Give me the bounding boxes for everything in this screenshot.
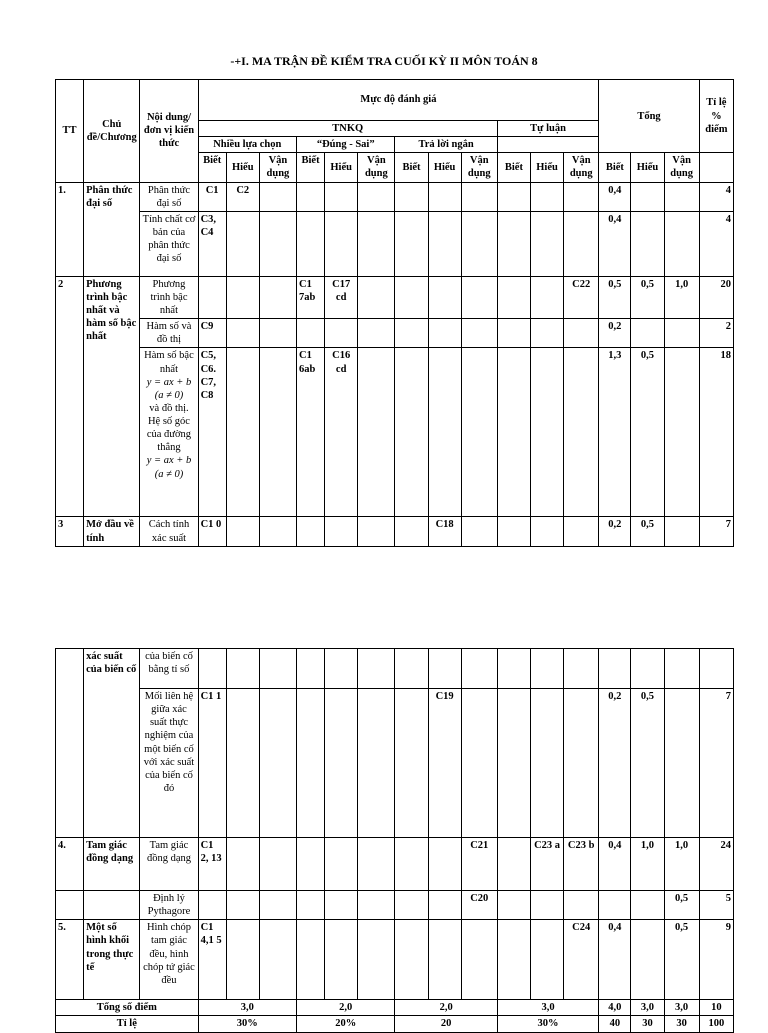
cell: 3,0 — [198, 1000, 296, 1016]
empty-cell — [325, 689, 358, 838]
header-understand: Hiểu — [428, 153, 461, 182]
formula-condition: (a ≠ 0) — [154, 389, 184, 401]
document-title: -+I. MA TRẬN ĐỀ KIỂM TRA CUỐI KỲ II MÔN TOÁN 8 — [230, 54, 538, 68]
header-understand: Hiểu — [530, 153, 563, 182]
header-blank — [699, 153, 733, 182]
empty-cell — [226, 517, 259, 546]
cell: 18 — [699, 348, 733, 517]
empty-cell — [428, 211, 461, 276]
empty-cell — [461, 276, 497, 318]
header-assessment-level: Mực độ đánh giá — [198, 80, 599, 121]
cell: 0,2 — [599, 319, 631, 348]
empty-cell — [325, 211, 358, 276]
header-know: Biết — [497, 153, 530, 182]
content-cell: Hình chóp tam giác đều, hình chóp tứ giác đều — [140, 920, 198, 1000]
cell: C1 2, 13 — [198, 838, 226, 891]
empty-cell — [259, 319, 296, 348]
empty-cell — [461, 517, 497, 546]
topic-cell: Phân thức đại số — [84, 182, 140, 276]
topic-cell: Mở đầu về tính — [84, 517, 140, 546]
empty-cell — [631, 182, 664, 211]
empty-cell — [428, 276, 461, 318]
empty-cell — [358, 689, 395, 838]
empty-cell — [664, 211, 699, 276]
empty-cell — [461, 319, 497, 348]
header-topic: Chủ đề/Chương — [84, 80, 140, 183]
row-number: 3 — [56, 517, 84, 546]
cell: C23 b — [564, 838, 599, 891]
empty-cell — [395, 211, 428, 276]
empty-cell — [358, 276, 395, 318]
empty-cell — [297, 517, 325, 546]
cell: 0,5 — [631, 689, 664, 838]
cell: 0,2 — [599, 517, 631, 546]
empty-cell — [461, 182, 497, 211]
header-apply: Vận dụng — [358, 153, 395, 182]
cell: 3,0 — [664, 1000, 699, 1016]
empty-cell — [564, 211, 599, 276]
totals-label: Tổng số điểm — [56, 1000, 199, 1016]
cell: 100 — [699, 1016, 733, 1032]
cell: C1 4,1 5 — [198, 920, 226, 1000]
cell: 0,5 — [664, 891, 699, 920]
formula: y = ax + b — [146, 455, 192, 467]
cell: 0,4 — [599, 920, 631, 1000]
empty-cell — [198, 649, 226, 689]
empty-cell — [395, 517, 428, 546]
empty-cell — [325, 182, 358, 211]
content-cell: Tính chất cơ bản của phân thức đại số — [140, 211, 198, 276]
cell: C1 — [198, 182, 226, 211]
header-content: Nội dung/đơn vị kiến thức — [140, 80, 198, 183]
empty-cell — [530, 276, 563, 318]
empty-cell — [325, 517, 358, 546]
empty-cell — [530, 182, 563, 211]
header-tt: TT — [56, 80, 84, 183]
ratio-label: Tỉ lệ — [56, 1016, 199, 1032]
empty-cell — [664, 517, 699, 546]
cell: 1,3 — [599, 348, 631, 517]
cell: C1 7ab — [297, 276, 325, 318]
empty-cell — [599, 891, 631, 920]
empty-cell — [428, 891, 461, 920]
content-cell — [140, 348, 198, 517]
cell: C20 — [461, 891, 497, 920]
cell: 0,5 — [631, 348, 664, 517]
empty-cell — [497, 891, 530, 920]
empty-cell — [395, 689, 428, 838]
header-multiple-choice: Nhiều lựa chọn — [198, 137, 296, 153]
cell: 3,0 — [631, 1000, 664, 1016]
cell: 3,0 — [497, 1000, 598, 1016]
cell: 5 — [699, 891, 733, 920]
empty-cell — [226, 211, 259, 276]
empty-cell — [56, 891, 84, 920]
row-number: 1. — [56, 182, 84, 276]
empty-cell — [226, 920, 259, 1000]
empty-cell — [259, 182, 296, 211]
empty-cell — [259, 838, 296, 891]
table-row — [56, 649, 734, 689]
cell: 20% — [297, 1016, 395, 1032]
cell: 4 — [699, 182, 733, 211]
empty-cell — [664, 649, 699, 689]
header-apply: Vận dụng — [259, 153, 296, 182]
empty-cell — [631, 211, 664, 276]
empty-cell — [226, 689, 259, 838]
empty-cell — [395, 348, 428, 517]
empty-cell — [259, 649, 296, 689]
empty-cell — [461, 920, 497, 1000]
empty-cell — [428, 649, 461, 689]
cell: C2 — [226, 182, 259, 211]
content-cell: Cách tính xác suất — [140, 517, 198, 546]
header-essay-blank — [497, 137, 598, 153]
empty-cell — [530, 920, 563, 1000]
cell: 9 — [699, 920, 733, 1000]
totals-row — [56, 1000, 734, 1016]
matrix-table-part-1 — [55, 79, 734, 547]
empty-cell — [297, 838, 325, 891]
content-cell: Mối liên hệ giữa xác suất thực nghiệm của một biến cố với xác suất của biến cố đó — [140, 689, 198, 838]
empty-cell — [664, 348, 699, 517]
empty-cell — [395, 182, 428, 211]
empty-cell — [297, 649, 325, 689]
cell: 24 — [699, 838, 733, 891]
empty-cell — [530, 319, 563, 348]
cell: 30% — [198, 1016, 296, 1032]
cell: 20 — [395, 1016, 497, 1032]
empty-cell — [631, 649, 664, 689]
cell: 2,0 — [297, 1000, 395, 1016]
empty-cell — [259, 276, 296, 318]
cell: 0,4 — [599, 182, 631, 211]
cell: C1 6ab — [297, 348, 325, 517]
cell: C1 1 — [198, 689, 226, 838]
empty-cell — [497, 211, 530, 276]
empty-cell — [226, 838, 259, 891]
cell: 7 — [699, 689, 733, 838]
empty-cell — [259, 891, 296, 920]
empty-cell — [497, 649, 530, 689]
content-cell: Tam giác đồng dạng — [140, 838, 198, 891]
empty-cell — [198, 891, 226, 920]
table-row — [56, 838, 734, 891]
topic-cell: Tam giác đồng dạng — [84, 838, 140, 891]
empty-cell — [428, 319, 461, 348]
cell: 0,5 — [599, 276, 631, 318]
cell: C3, C4 — [198, 211, 226, 276]
empty-cell — [497, 182, 530, 211]
empty-cell — [564, 319, 599, 348]
empty-cell — [358, 920, 395, 1000]
empty-cell — [325, 891, 358, 920]
empty-cell — [461, 211, 497, 276]
content-cell: Hàm số và đồ thị — [140, 319, 198, 348]
empty-cell — [259, 211, 296, 276]
empty-cell — [84, 891, 140, 920]
empty-cell — [497, 838, 530, 891]
table-row — [56, 276, 734, 318]
empty-cell — [664, 689, 699, 838]
cell: C21 — [461, 838, 497, 891]
empty-cell — [297, 891, 325, 920]
matrix-table-part-2 — [55, 648, 734, 1033]
content-cell: Phân thức đại số — [140, 182, 198, 211]
empty-cell — [395, 319, 428, 348]
header-know: Biết — [198, 153, 226, 182]
table-row — [56, 182, 734, 211]
header-know: Biết — [395, 153, 428, 182]
header-essay: Tự luận — [497, 121, 598, 137]
empty-cell — [395, 891, 428, 920]
table-row — [56, 348, 734, 517]
empty-cell — [358, 838, 395, 891]
cell: 0,5 — [664, 920, 699, 1000]
empty-cell — [325, 649, 358, 689]
cell: 0,4 — [599, 838, 631, 891]
empty-cell — [358, 517, 395, 546]
cell: 4,0 — [599, 1000, 631, 1016]
row-number: 4. — [56, 838, 84, 891]
empty-cell — [325, 319, 358, 348]
header-apply: Vận dụng — [564, 153, 599, 182]
empty-cell — [226, 319, 259, 348]
cell: 1,0 — [664, 276, 699, 318]
content-text: và đồ thị. Hệ số góc của đường thẳng — [146, 402, 192, 454]
empty-cell — [395, 838, 428, 891]
empty-cell — [297, 211, 325, 276]
empty-cell — [358, 891, 395, 920]
cell: 30 — [631, 1016, 664, 1032]
cell: 0,5 — [631, 276, 664, 318]
content-cell: Phương trình bậc nhất — [140, 276, 198, 318]
cell: C16 cd — [325, 348, 358, 517]
empty-cell — [530, 517, 563, 546]
empty-cell — [664, 319, 699, 348]
empty-cell — [395, 920, 428, 1000]
empty-cell — [226, 348, 259, 517]
topic-cell: Phương trình bậc nhất và hàm số bậc nhất — [84, 276, 140, 517]
empty-cell — [297, 920, 325, 1000]
cell: 4 — [699, 211, 733, 276]
empty-cell — [497, 920, 530, 1000]
empty-cell — [358, 649, 395, 689]
empty-cell — [226, 891, 259, 920]
cell: 2 — [699, 319, 733, 348]
empty-cell — [664, 182, 699, 211]
table-row — [56, 689, 734, 838]
empty-cell — [428, 182, 461, 211]
empty-cell — [325, 920, 358, 1000]
cell: C18 — [428, 517, 461, 546]
empty-cell — [564, 649, 599, 689]
empty-cell — [631, 920, 664, 1000]
formula-condition: (a ≠ 0) — [154, 468, 184, 480]
empty-cell — [56, 649, 84, 838]
cell: C19 — [428, 689, 461, 838]
empty-cell — [358, 319, 395, 348]
cell: 0,2 — [599, 689, 631, 838]
empty-cell — [226, 276, 259, 318]
empty-cell — [497, 319, 530, 348]
empty-cell — [297, 689, 325, 838]
cell: 10 — [699, 1000, 733, 1016]
empty-cell — [428, 920, 461, 1000]
empty-cell — [259, 517, 296, 546]
empty-cell — [530, 689, 563, 838]
cell: 1,0 — [631, 838, 664, 891]
empty-cell — [226, 649, 259, 689]
content-cell: Định lý Pythagore — [140, 891, 198, 920]
header-short-answer: Trả lời ngắn — [395, 137, 497, 153]
formula: y = ax + b — [146, 376, 192, 388]
header-apply: Vận dụng — [664, 153, 699, 182]
empty-cell — [530, 891, 563, 920]
empty-cell — [461, 649, 497, 689]
empty-cell — [259, 689, 296, 838]
empty-cell — [259, 348, 296, 517]
empty-cell — [358, 211, 395, 276]
content-text: Hàm số bậc nhất — [144, 350, 194, 375]
header-understand: Hiểu — [631, 153, 664, 182]
cell: 7 — [699, 517, 733, 546]
empty-cell — [461, 348, 497, 517]
header-total: Tổng — [599, 80, 699, 153]
table-row — [56, 920, 734, 1000]
empty-cell — [358, 348, 395, 517]
empty-cell — [530, 211, 563, 276]
header-tnkq: TNKQ — [198, 121, 497, 137]
empty-cell — [530, 649, 563, 689]
cell: C5, C6. C7, C8 — [198, 348, 226, 517]
empty-cell — [599, 649, 631, 689]
header-understand: Hiểu — [325, 153, 358, 182]
table-row — [56, 517, 734, 546]
table-row — [56, 891, 734, 920]
cell: 0,4 — [599, 211, 631, 276]
cell: C1 0 — [198, 517, 226, 546]
cell: C24 — [564, 920, 599, 1000]
header-know: Biết — [599, 153, 631, 182]
empty-cell — [358, 182, 395, 211]
header-know: Biết — [297, 153, 325, 182]
empty-cell — [297, 319, 325, 348]
empty-cell — [564, 182, 599, 211]
empty-cell — [564, 689, 599, 838]
empty-cell — [497, 276, 530, 318]
header-understand: Hiểu — [226, 153, 259, 182]
cell: C23 a — [530, 838, 563, 891]
row-number: 2 — [56, 276, 84, 517]
empty-cell — [497, 348, 530, 517]
header-true-false: “Đúng - Sai” — [297, 137, 395, 153]
empty-cell — [564, 348, 599, 517]
empty-cell — [395, 649, 428, 689]
empty-cell — [428, 348, 461, 517]
cell: 2,0 — [395, 1000, 497, 1016]
empty-cell — [497, 517, 530, 546]
topic-cell: xác suất của biến cố — [84, 649, 140, 838]
cell: 30% — [497, 1016, 598, 1032]
cell: 0,5 — [631, 517, 664, 546]
empty-cell — [428, 838, 461, 891]
content-cell: của biến cố bằng tỉ số — [140, 649, 198, 689]
cell: 20 — [699, 276, 733, 318]
empty-cell — [198, 276, 226, 318]
header-apply: Vận dụng — [461, 153, 497, 182]
table-row — [56, 211, 734, 276]
header-percent: Tỉ lệ % điểm — [699, 80, 733, 153]
empty-cell — [530, 348, 563, 517]
topic-cell: Một số hình khối trong thực tế — [84, 920, 140, 1000]
empty-cell — [325, 838, 358, 891]
empty-cell — [297, 182, 325, 211]
empty-cell — [631, 319, 664, 348]
empty-cell — [461, 689, 497, 838]
empty-cell — [395, 276, 428, 318]
cell: 1,0 — [664, 838, 699, 891]
cell: 30 — [664, 1016, 699, 1032]
row-number: 5. — [56, 920, 84, 1000]
empty-cell — [564, 517, 599, 546]
cell: C22 — [564, 276, 599, 318]
empty-cell — [564, 891, 599, 920]
empty-cell — [259, 920, 296, 1000]
empty-cell — [497, 689, 530, 838]
cell: 40 — [599, 1016, 631, 1032]
cell: C17 cd — [325, 276, 358, 318]
empty-cell — [699, 649, 733, 689]
empty-cell — [631, 891, 664, 920]
cell: C9 — [198, 319, 226, 348]
table-row — [56, 319, 734, 348]
